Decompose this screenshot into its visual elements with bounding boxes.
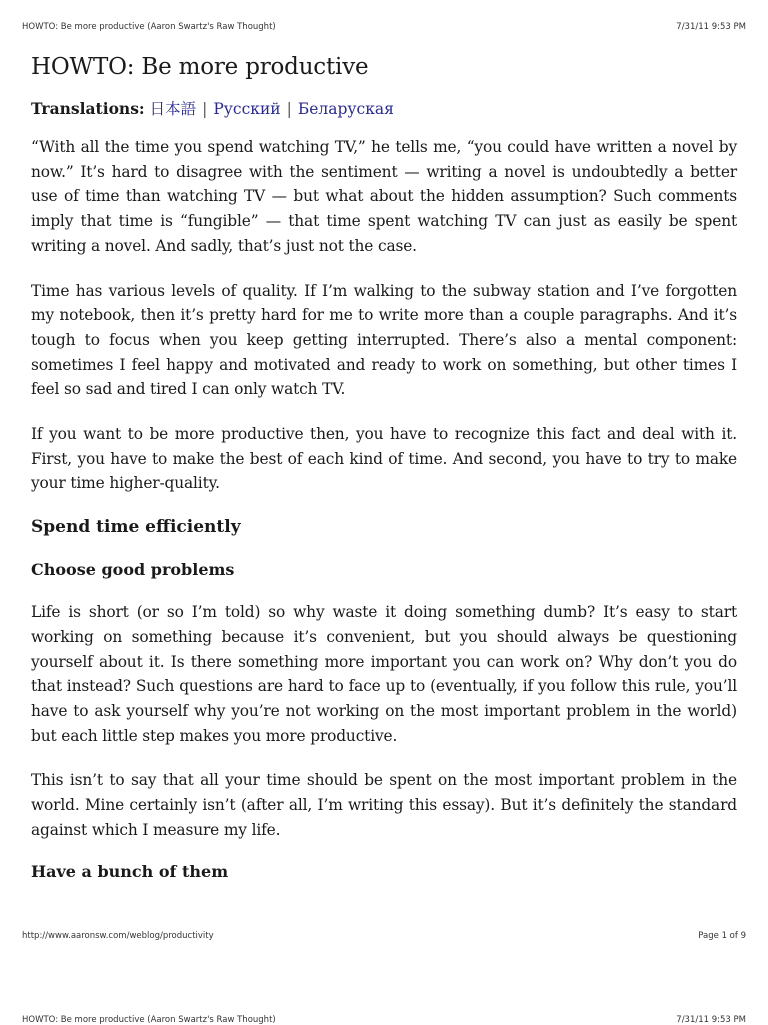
print-footer [22,931,746,941]
article [31,50,737,884]
print-header-timestamp: 7/31/11 9:53 PM [676,22,746,32]
translation-link-belarusian[interactable]: Беларуская [297,100,394,118]
translation-separator: | [286,100,292,118]
body-paragraph: This isn’t to say that all your time should be spent on the most important problem in the world. Mine certainly isn’t (after all, I’m writing this essay). But it’s definitely the standard against which I measure my life. [31,771,737,839]
body-paragraph: Time has various levels of quality. If I’m walking to the subway station and I’ve forgotten my notebook, then it’s pretty hard for me to write more than a couple paragraphs. And it’s tough to focus when you keep getting interrupted. There’s also a mental component: sometimes I feel happy and motivated and ready to work on something, but other times I feel so sad and tired I can only watch TV. [31,281,737,399]
body-paragraph: If you want to be more productive then, you have to recognize this fact and deal with it. First, you have to make the best of each kind of time. And second, you have to try to make your time higher-quality. [31,425,737,493]
subsection-heading: Have a bunch of them [31,862,229,882]
body-paragraph: “With all the time you spend watching TV,” he tells me, “you could have written a novel by now.” It’s hard to disagree with the sentiment — writing a novel is undoubtedly a better use of time than watching TV — but what about the hidden assumption? Such comments imply that time is “fungible” — that time spent watching TV can just as easily be spent writing a novel. And sadly, that’s just not the case. [31,138,737,255]
translations-bar [31,97,737,121]
print-header-title: HOWTO: Be more productive (Aaron Swartz's Raw Thought) [22,22,276,32]
translation-link-russian[interactable]: Русский [213,100,281,118]
page-title: HOWTO: Be more productive [31,54,369,80]
body-paragraph: Life is short (or so I’m told) so why waste it doing something dumb? It’s easy to start working on something because it’s convenient, but you should always be questioning yourself about it. Is there something more important you can work on? Why don’t you do that instead? Such questions are hard to face up to (eventually, if you follow this rule, you’ll have to ask yourself why you’re not working on the most important problem in the world) but each little step makes you more productive. [31,603,737,745]
section-heading: Spend time efficiently [31,517,241,538]
translations-label: Translations: [31,99,145,118]
next-page-header-title: HOWTO: Be more productive (Aaron Swartz's Raw Thought) [22,1015,276,1025]
translation-link-japanese[interactable]: 日本語 [149,100,197,118]
print-header [22,22,746,32]
print-footer-page-number: Page 1 of 9 [698,931,746,941]
translation-separator: | [202,100,208,118]
next-page-header-timestamp: 7/31/11 9:53 PM [676,1015,746,1025]
subsection-heading: Choose good problems [31,560,235,580]
print-footer-url: http://www.aaronsw.com/weblog/productivity [22,931,214,941]
